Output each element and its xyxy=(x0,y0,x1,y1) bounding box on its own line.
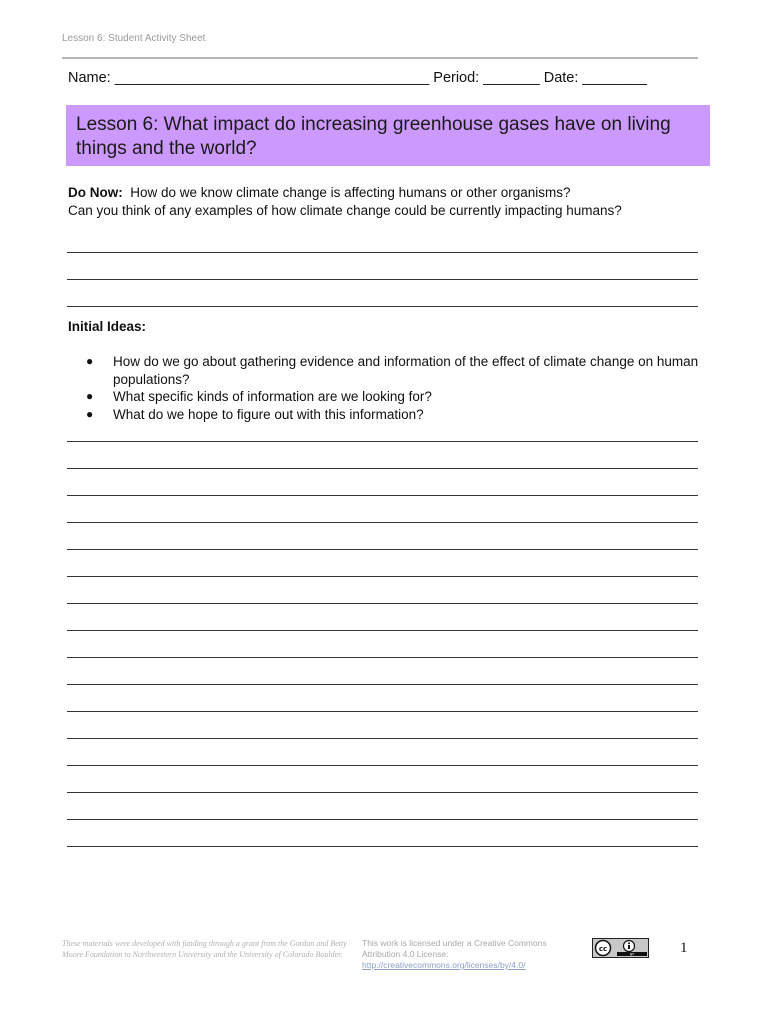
answer-line[interactable] xyxy=(67,468,698,469)
header-rule xyxy=(62,57,698,59)
answer-line[interactable] xyxy=(67,657,698,658)
page-number: 1 xyxy=(680,940,688,956)
list-item xyxy=(86,388,706,406)
list-item xyxy=(86,406,706,424)
answer-line[interactable] xyxy=(67,738,698,739)
bullet-icon: ● xyxy=(86,389,94,403)
answer-line[interactable] xyxy=(67,522,698,523)
answer-line[interactable] xyxy=(67,765,698,766)
answer-line[interactable] xyxy=(67,252,698,253)
do-now-followup: Can you think of any examples of how climate change could be currently impacting humans? xyxy=(68,203,622,218)
lesson-title-banner xyxy=(66,105,710,166)
initial-ideas-heading: Initial Ideas: xyxy=(68,319,147,334)
list-item-text: What specific kinds of information are we looking for? xyxy=(113,389,432,404)
answer-line[interactable] xyxy=(67,279,698,280)
license-text: This work is licensed under a Creative Commons Attribution 4.0 License: xyxy=(362,938,547,959)
funding-note: These materials were developed with funding through a grant from the Gordon and Betty Moore Foundation to Northwestern University and the University of Colorado Boulder. xyxy=(62,939,347,959)
creative-commons-by-icon xyxy=(592,938,649,958)
svg-text:BY: BY xyxy=(629,952,635,957)
list-item xyxy=(86,353,706,388)
answer-line[interactable] xyxy=(67,711,698,712)
list-item-text: How do we go about gathering evidence and information of the effect of climate change on human populations? xyxy=(113,354,699,387)
list-item-text: What do we hope to figure out with this information? xyxy=(113,406,424,422)
running-header: Lesson 6: Student Activity Sheet xyxy=(62,33,206,44)
answer-line[interactable] xyxy=(67,576,698,577)
bullet-icon: ● xyxy=(86,354,94,368)
answer-line[interactable] xyxy=(67,549,698,550)
answer-line[interactable] xyxy=(67,792,698,793)
svg-text:cc: cc xyxy=(598,945,608,953)
lesson-title: Lesson 6: What impact do increasing greenhouse gases have on living things and the world? xyxy=(76,114,671,159)
do-now-label: Do Now: xyxy=(68,185,123,200)
answer-line[interactable] xyxy=(67,819,698,820)
student-info-line[interactable]: Name: _______________________________________ Period: _______ Date: ________ xyxy=(68,70,647,86)
license-notice xyxy=(362,938,577,971)
answer-line[interactable] xyxy=(67,495,698,496)
answer-line[interactable] xyxy=(67,630,698,631)
bullet-icon: ● xyxy=(86,406,94,421)
answer-line[interactable] xyxy=(67,441,698,442)
answer-line[interactable] xyxy=(67,603,698,604)
do-now-section xyxy=(68,184,708,220)
initial-ideas-list xyxy=(86,353,706,423)
answer-line[interactable] xyxy=(67,684,698,685)
license-link[interactable]: http://creativecommons.org/licenses/by/4.0/ xyxy=(362,960,526,970)
do-now-question: How do we know climate change is affecting humans or other organisms? xyxy=(130,185,571,200)
answer-line[interactable] xyxy=(67,306,698,307)
answer-line[interactable] xyxy=(67,846,698,847)
